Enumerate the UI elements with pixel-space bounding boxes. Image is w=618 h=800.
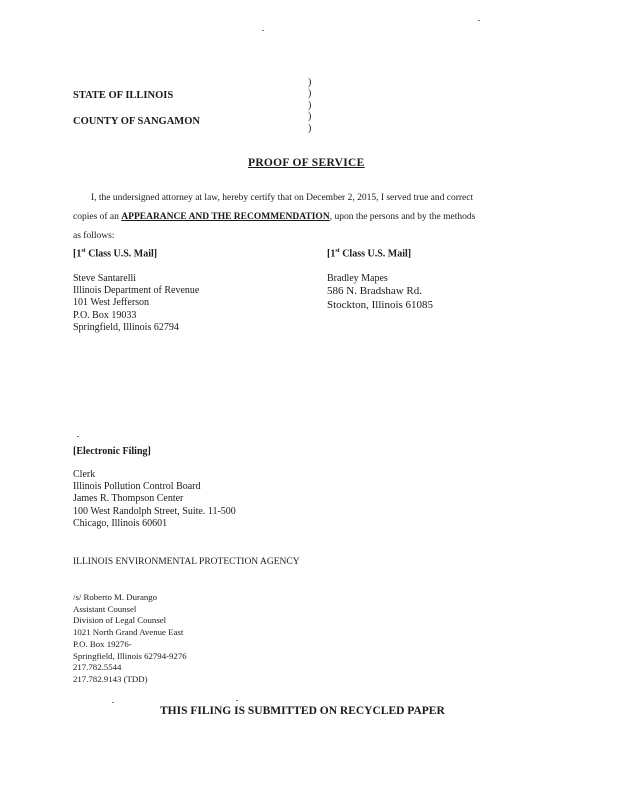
- address-line: 101 West Jefferson: [73, 297, 150, 309]
- address-line: Bradley Mapes: [327, 273, 388, 284]
- caption-paren: ): [308, 88, 312, 100]
- address-line: Chicago, Illinois 60601: [73, 517, 168, 529]
- recycled-paper-notice: THIS FILING IS SUBMITTED ON RECYCLED PAPER: [160, 705, 445, 717]
- signature-line: Division of Legal Counsel: [73, 615, 167, 626]
- signature-block: [73, 592, 187, 686]
- address-line: 100 West Randolph Street, Suite. 11-500: [73, 505, 236, 517]
- signature-line: 217.782.9143 (TDD): [73, 673, 148, 684]
- method-superscript: st: [81, 248, 86, 254]
- service-method-header: [327, 248, 411, 259]
- address-line: 586 N. Bradshaw Rd.: [327, 285, 423, 297]
- signature-line: 217.782.5544: [73, 662, 122, 673]
- caption-paren: ): [308, 111, 312, 123]
- method-text: [1: [73, 248, 82, 260]
- signature-line: Springfield, Illinois 62794-9276: [73, 650, 187, 661]
- recipient-address-mapes-street: [327, 285, 433, 312]
- caption-county: COUNTY OF SANGAMON: [73, 116, 200, 127]
- document-title: PROOF OF SERVICE: [248, 157, 365, 169]
- address-line: Illinois Pollution Control Board: [73, 481, 201, 493]
- scan-speck: [478, 20, 480, 21]
- service-method-header: [Electronic Filing]: [73, 446, 151, 457]
- service-method-header: [73, 248, 157, 259]
- address-line: Illinois Department of Revenue: [73, 285, 200, 297]
- certification-line-3: as follows:: [73, 231, 115, 241]
- signature-line: Assistant Counsel: [73, 603, 137, 614]
- method-text: [1: [327, 248, 336, 260]
- recipient-address-santarelli: [73, 273, 199, 334]
- method-superscript: st: [335, 248, 340, 254]
- address-line: Clerk: [73, 469, 96, 480]
- recipient-address-mapes: [327, 273, 388, 285]
- certification-line-2: [73, 208, 475, 227]
- caption-paren: ): [308, 77, 312, 88]
- scan-speck: [236, 700, 238, 701]
- recipient-address-clerk: [73, 469, 236, 530]
- address-line: Stockton, Illinois 61085: [327, 298, 434, 311]
- caption-paren: ): [308, 122, 312, 134]
- address-line: Steve Santarelli: [73, 273, 137, 284]
- caption-paren: ): [308, 99, 312, 111]
- signature-line: 1021 North Grand Avenue East: [73, 627, 184, 638]
- certification-paragraph: [73, 189, 475, 246]
- scan-speck: [112, 702, 114, 703]
- certification-line-1: I, the undersigned attorney at law, hereby certify that on December 2, 2015, I served true and correct: [91, 193, 474, 203]
- address-line: James R. Thompson Center: [73, 493, 184, 505]
- certification-line-2-suffix: , upon the persons and by the methods: [329, 212, 476, 222]
- scan-speck: [262, 30, 264, 31]
- agency-name: ILLINOIS ENVIRONMENTAL PROTECTION AGENCY: [73, 557, 300, 567]
- signature-line: P.O. Box 19276-: [73, 638, 132, 649]
- method-text: Class U.S. Mail]: [339, 248, 412, 260]
- address-line: Springfield, Illinois 62794: [73, 321, 179, 333]
- method-text: Class U.S. Mail]: [85, 248, 158, 260]
- signature-line: /s/ Roberto M. Durango: [73, 592, 158, 602]
- caption-state: STATE OF ILLINOIS: [73, 90, 174, 101]
- certification-line-2-prefix: copies of an: [73, 212, 122, 222]
- address-line: P.O. Box 19033: [73, 309, 137, 321]
- scan-speck: [77, 436, 79, 437]
- served-documents: APPEARANCE AND THE RECOMMENDATION: [121, 212, 330, 222]
- caption-parentheses: [308, 77, 311, 134]
